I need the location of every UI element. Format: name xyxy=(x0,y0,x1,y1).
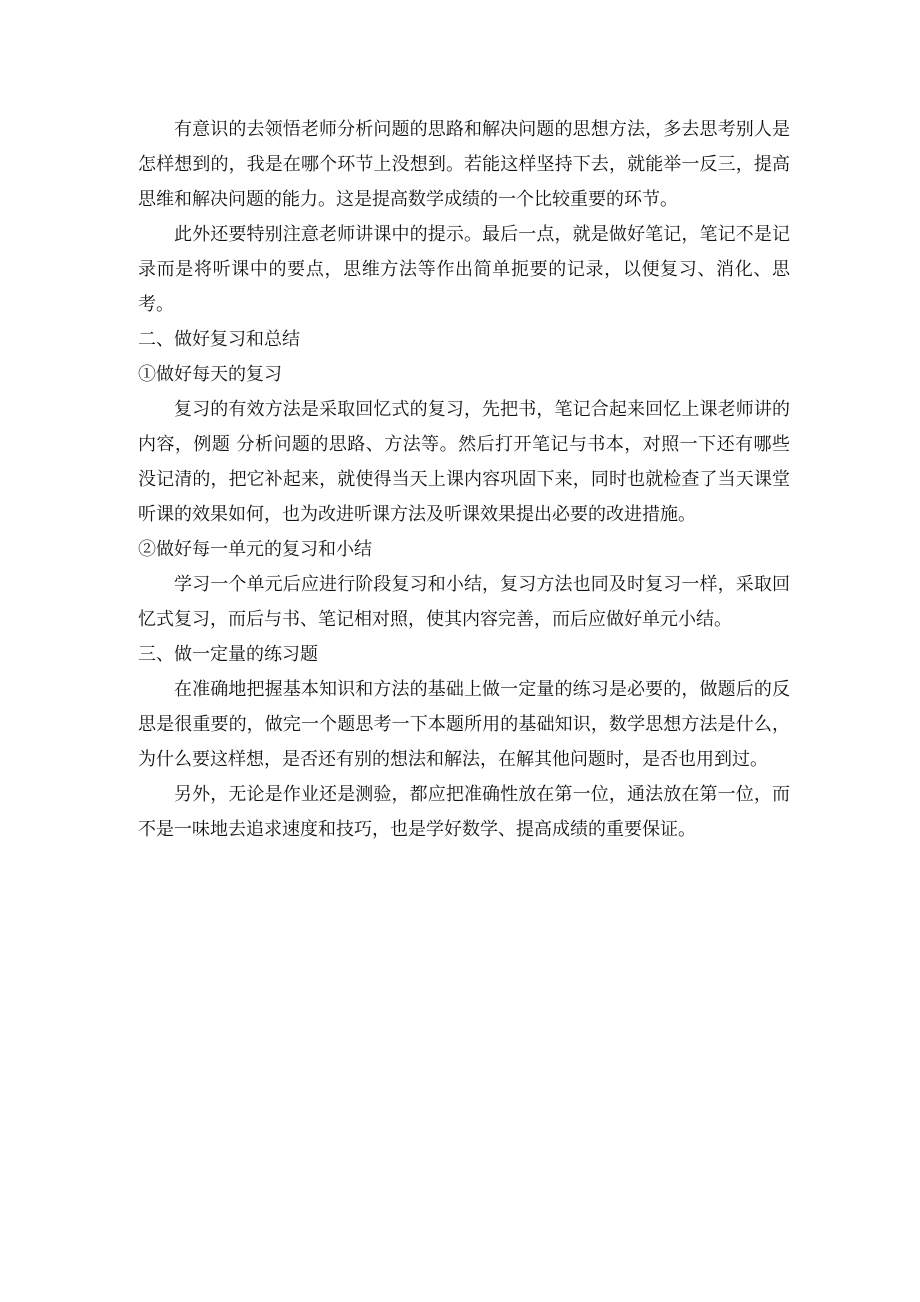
paragraph-accuracy: 另外，无论是作业还是测验，都应把准确性放在第一位，通法放在第一位，而不是一味地去追求速度和技巧，也是学好数学、提高成绩的重要保证。 xyxy=(138,784,790,840)
subheading-daily-review: ①做好每天的复习 xyxy=(138,364,282,385)
document-body xyxy=(138,112,790,847)
section-heading-exercises: 三、做一定量的练习题 xyxy=(138,644,318,665)
paragraph-daily-review: 复习的有效方法是采取回忆式的复习，先把书，笔记合起来回忆上课老师讲的内容，例题 分析问题的思路、方法等。然后打开笔记与书本，对照一下还有哪些没记清的，把它补起来，就使得当天上课内容巩固下来，同时也就检查了当天课堂听课的效果如何，也为改进听课方法及听课效果提出必要的改进措施。 xyxy=(138,399,790,525)
paragraph-exercises: 在准确地把握基本知识和方法的基础上做一定量的练习是必要的，做题后的反思是很重要的，做完一个题思考一下本题所用的基础知识，数学思想方法是什么，为什么要这样想，是否还有别的想法和解法，在解其他问题时，是否也用到过。 xyxy=(138,679,790,770)
paragraph-listening-method: 有意识的去领悟老师分析问题的思路和解决问题的思想方法，多去思考别人是怎样想到的，我是在哪个环节上没想到。若能这样坚持下去，就能举一反三，提高思维和解决问题的能力。这是提高数学成绩的一个比较重要的环节。 xyxy=(138,119,790,210)
paragraph-notes: 此外还要特别注意老师讲课中的提示。最后一点，就是做好笔记，笔记不是记录而是将听课中的要点，思维方法等作出简单扼要的记录，以便复习、消化、思考。 xyxy=(138,224,790,315)
subheading-unit-review: ②做好每一单元的复习和小结 xyxy=(138,539,372,560)
section-heading-review: 二、做好复习和总结 xyxy=(138,329,300,350)
paragraph-unit-review: 学习一个单元后应进行阶段复习和小结，复习方法也同及时复习一样，采取回忆式复习，而后与书、笔记相对照，使其内容完善，而后应做好单元小结。 xyxy=(138,574,790,630)
